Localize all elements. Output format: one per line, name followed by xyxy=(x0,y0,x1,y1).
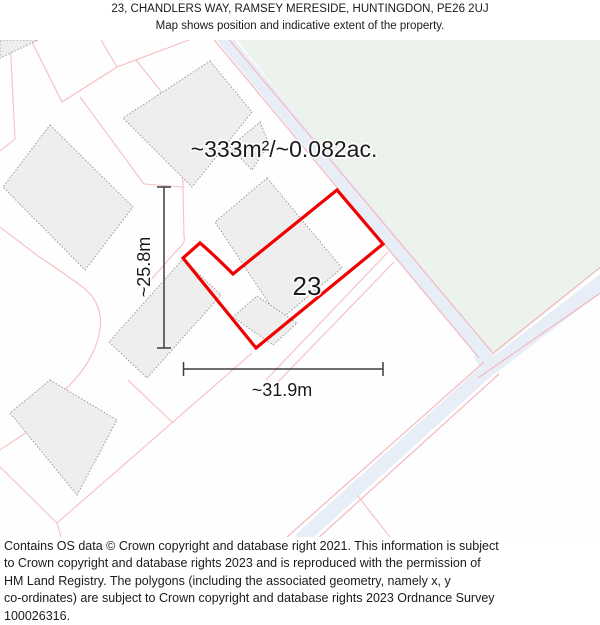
width-dimension-line xyxy=(184,362,384,376)
water-channel-sw xyxy=(300,366,492,537)
building xyxy=(109,259,221,378)
building xyxy=(10,380,117,495)
plot-number-label: 23 xyxy=(292,271,322,301)
footer-line: Contains OS data © Crown copyright and database right 2021. This information is subject xyxy=(4,539,499,553)
width-measurement-label: ~31.9m xyxy=(251,380,313,400)
property-map-svg xyxy=(0,40,600,537)
building xyxy=(3,125,133,270)
water-channel-junction xyxy=(480,352,492,370)
height-measurement-label: ~25.8m xyxy=(134,236,154,298)
property-address-title: 23, CHANDLERS WAY, RAMSEY MERESIDE, HUNTINGDON, PE26 2UJ xyxy=(111,3,489,15)
footer-line: to Crown copyright and database rights 2023 and is reproduced with the permission of xyxy=(4,556,481,571)
copyright-footer xyxy=(0,537,600,625)
map-description-subtitle: Map shows position and indicative extent of the property. xyxy=(155,20,445,32)
building xyxy=(123,61,252,187)
footer-line: HM Land Registry. The polygons (including the associated geometry, namely x, y xyxy=(4,573,451,588)
map-header xyxy=(0,0,600,40)
map-canvas xyxy=(0,40,600,537)
building xyxy=(0,40,38,58)
footer-line: co-ordinates) are subject to Crown copyright and database rights 2023 Ordnance Survey xyxy=(4,591,495,606)
footer-line: 100026316. xyxy=(4,608,71,623)
area-label: ~333m²/~0.082ac. xyxy=(190,136,378,162)
